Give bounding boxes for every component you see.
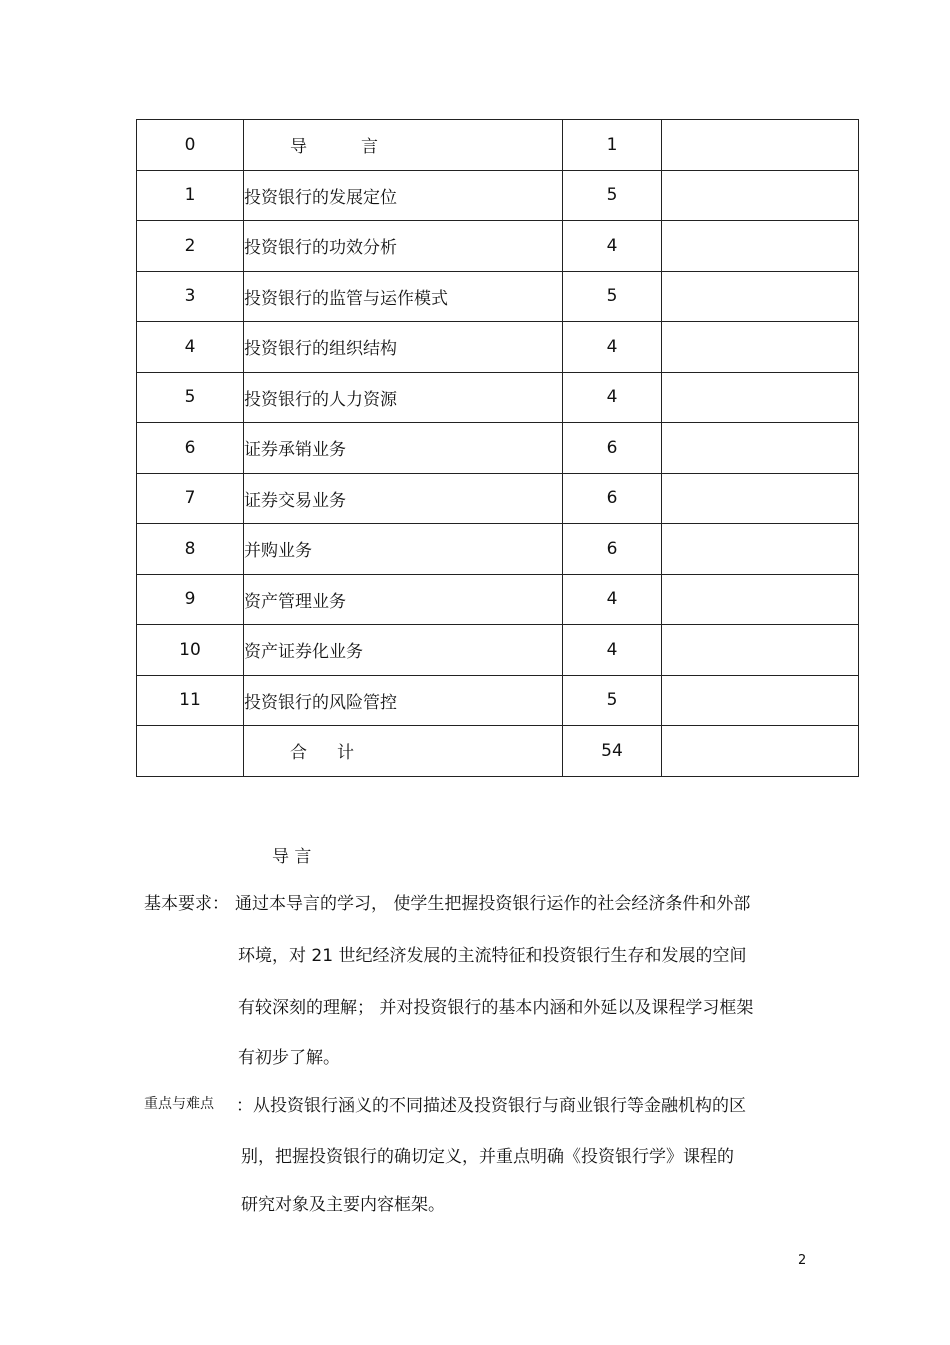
chapter-title: 投资银行的功效分析 [244, 221, 563, 272]
chapter-title: 投资银行的风险管控 [244, 675, 563, 726]
chapter-note [662, 271, 859, 322]
chapter-title: 投资银行的人力资源 [244, 372, 563, 423]
chapter-number: 3 [137, 271, 244, 322]
table-row [137, 524, 859, 575]
chapter-number: 10 [137, 625, 244, 676]
total-label-char: 合 [290, 743, 307, 764]
table-row [137, 271, 859, 322]
requirements-label: 基本要求： [144, 894, 229, 914]
chapter-title: 证券交易业务 [244, 473, 563, 524]
chapter-hours: 5 [563, 271, 662, 322]
chapter-number: 11 [137, 675, 244, 726]
chapter-note [662, 221, 859, 272]
section-heading: 导 言 [272, 847, 312, 867]
requirements-line: 有较深刻的理解； 并对投资银行的基本内涵和外延以及课程学习框架 [238, 998, 754, 1018]
total-hours: 54 [563, 726, 662, 777]
chapter-title: 并购业务 [244, 524, 563, 575]
chapter-hours: 6 [563, 524, 662, 575]
chapter-hours: 6 [563, 423, 662, 474]
chapter-title: 证券承销业务 [244, 423, 563, 474]
chapter-title [244, 120, 563, 171]
chapter-title-char: 导 [290, 137, 307, 158]
chapter-hours: 4 [563, 221, 662, 272]
chapter-note [662, 675, 859, 726]
chapter-hours: 4 [563, 625, 662, 676]
chapter-title: 投资银行的监管与运作模式 [244, 271, 563, 322]
requirements-line: 有初步了解。 [238, 1048, 340, 1068]
key-points-line: 别，把握投资银行的确切定义，并重点明确《投资银行学》课程的 [241, 1147, 734, 1167]
chapter-note [662, 524, 859, 575]
course-schedule-table [136, 119, 859, 777]
total-label [244, 726, 563, 777]
chapter-hours: 5 [563, 675, 662, 726]
chapter-title: 投资银行的组织结构 [244, 322, 563, 373]
chapter-hours: 1 [563, 120, 662, 171]
table-row [137, 473, 859, 524]
chapter-note [662, 423, 859, 474]
table-row [137, 372, 859, 423]
chapter-note [662, 473, 859, 524]
chapter-number: 9 [137, 574, 244, 625]
chapter-title: 投资银行的发展定位 [244, 170, 563, 221]
table-row [137, 675, 859, 726]
chapter-number: 0 [137, 120, 244, 171]
total-label-char: 计 [337, 743, 354, 764]
key-points-line: 研究对象及主要内容框架。 [241, 1195, 445, 1215]
page-number: 2 [798, 1253, 807, 1268]
chapter-number: 7 [137, 473, 244, 524]
chapter-note [662, 170, 859, 221]
chapter-hours: 6 [563, 473, 662, 524]
table-row [137, 120, 859, 171]
chapter-number: 8 [137, 524, 244, 575]
total-number [137, 726, 244, 777]
chapter-number: 5 [137, 372, 244, 423]
chapter-title: 资产管理业务 [244, 574, 563, 625]
chapter-title: 资产证券化业务 [244, 625, 563, 676]
table-row [137, 574, 859, 625]
chapter-hours: 5 [563, 170, 662, 221]
chapter-hours: 4 [563, 574, 662, 625]
table-row [137, 423, 859, 474]
chapter-number: 6 [137, 423, 244, 474]
chapter-note [662, 120, 859, 171]
key-points-line: ：从投资银行涵义的不同描述及投资银行与商业银行等金融机构的区 [236, 1096, 746, 1116]
total-note [662, 726, 859, 777]
chapter-number: 2 [137, 221, 244, 272]
table-row [137, 221, 859, 272]
chapter-hours: 4 [563, 372, 662, 423]
chapter-number: 1 [137, 170, 244, 221]
chapter-title-char: 言 [361, 137, 378, 158]
requirements-line: 通过本导言的学习， 使学生把握投资银行运作的社会经济条件和外部 [235, 894, 751, 914]
table-total-row [137, 726, 859, 777]
chapter-note [662, 322, 859, 373]
chapter-hours: 4 [563, 322, 662, 373]
table-row [137, 322, 859, 373]
table-row [137, 170, 859, 221]
table-row [137, 625, 859, 676]
chapter-note [662, 625, 859, 676]
chapter-note [662, 372, 859, 423]
requirements-line: 环境，对 21 世纪经济发展的主流特征和投资银行生存和发展的空间 [238, 946, 747, 966]
chapter-note [662, 574, 859, 625]
chapter-number: 4 [137, 322, 244, 373]
key-points-label: 重点与难点 [144, 1096, 214, 1112]
